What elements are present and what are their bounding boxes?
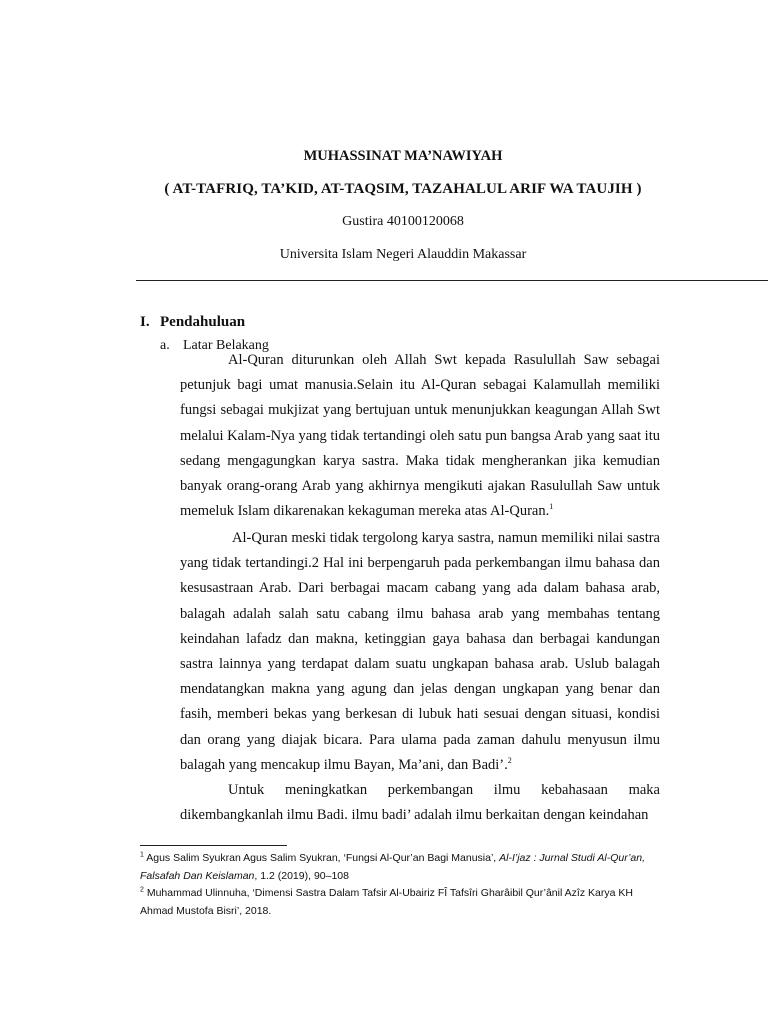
section-heading bbox=[140, 314, 245, 331]
institution-line: Universita Islam Negeri Alauddin Makassar bbox=[279, 247, 527, 262]
section-number: I. bbox=[140, 314, 150, 330]
section-title: Pendahuluan bbox=[160, 314, 246, 330]
document-subtitle: ( AT-TAFRIQ, TA’KID, AT-TAQSIM, TAZAHALUL ARIF WA TAUJIH ) bbox=[164, 181, 642, 197]
subsection-number: a. bbox=[160, 338, 170, 353]
footnote-2 bbox=[140, 885, 660, 920]
paragraph-1 bbox=[180, 348, 660, 524]
subsection-title: Latar Belakang bbox=[183, 338, 269, 353]
footnote-1 bbox=[140, 850, 660, 885]
paragraph-3 bbox=[180, 778, 660, 828]
footnote-divider bbox=[140, 845, 287, 846]
footnote-text: Agus Salim Syukran Agus Salim Syukran, ‘Fungsi Al-Qur’an Bagi Manusia’, bbox=[146, 852, 500, 864]
document-title: MUHASSINAT MA’NAWIYAH bbox=[303, 148, 503, 164]
paragraph-2-text: Al-Quran meski tidak tergolong karya sastra, namun memiliki nilai sastra yang tidak tertandingi.2 Hal ini berpengaruh pada perkembangan ilmu bahasa dan kesusastraan Arab. Dari berbagai macam cabang yang ada dalam bahasa arab, balagah adalah salah satu cabang ilmu bahasa arab yang membahas tentang keindahan lafadz dan makna, ketinggian gaya bahasa dan berbagai kandungan sastra lainnya yang terdapat dalam suatu ungkapan bahasa arab. Uslub balagah mendatangkan makna yang agung dan jelas dengan ungkapan yang benar dan fasih, memberi bekas yang berkesan di lubuk hati sesuai dengan situasi, kondisi dan orang yang diajak bicara. Para ulama pada zaman dahulu menyusun ilmu balagah yang mencakup ilmu Bayan, Ma’ani, dan Badi’. bbox=[180, 530, 660, 773]
footnote-number: 2 bbox=[140, 886, 144, 894]
footnote-journal: Al-I’jaz : Jurnal Studi Al-Qur’an, Falsafah Dan Keislaman bbox=[140, 852, 646, 882]
paragraph-1-text: Al-Quran diturunkan oleh Allah Swt kepada Rasulullah Saw sebagai petunjuk bagi umat manusia.Selain itu Al-Quran sebagai Kalamullah memiliki fungsi sebagai mukjizat yang bertujuan untuk menunjukkan keagungan Allah Swt melalui Kalam-Nya yang tidak tertandingi oleh satu pun bangsa Arab yang saat itu sedang mengagungkan karya sastra. Maka tidak mengherankan jika kemudian banyak orang-orang Arab yang akhirnya mengikuti ajakan Rasulullah Saw untuk memeluk Islam dikarenakan kekaguman mereka atas Al-Quran. bbox=[180, 352, 660, 520]
header-divider bbox=[136, 280, 768, 281]
footnotes bbox=[140, 850, 660, 920]
paragraph-2 bbox=[180, 526, 660, 778]
footnote-ref-1[interactable]: 1 bbox=[549, 502, 554, 512]
author-line: Gustira 40100120068 bbox=[342, 214, 464, 229]
footnote-text-end: , 1.2 (2019), 90–108 bbox=[254, 869, 349, 882]
footnote-number: 1 bbox=[140, 851, 144, 859]
footnote-ref-2[interactable]: 2 bbox=[507, 756, 512, 765]
paragraph-3-text: Untuk meningkatkan perkembangan ilmu kebahasaan maka dikembangkanlah ilmu Badi. ilmu badi’ adalah ilmu berkaitan dengan keindahan bbox=[180, 782, 660, 824]
footnote-text: Muhammad Ulinnuha, ‘Dimensi Sastra Dalam Tafsir Al-Ubairiz FÎ Tafsîri Gharâibil Qur’ânil Azîz Karya KH Ahmad Mustofa Bisri’, 2018. bbox=[140, 887, 633, 917]
